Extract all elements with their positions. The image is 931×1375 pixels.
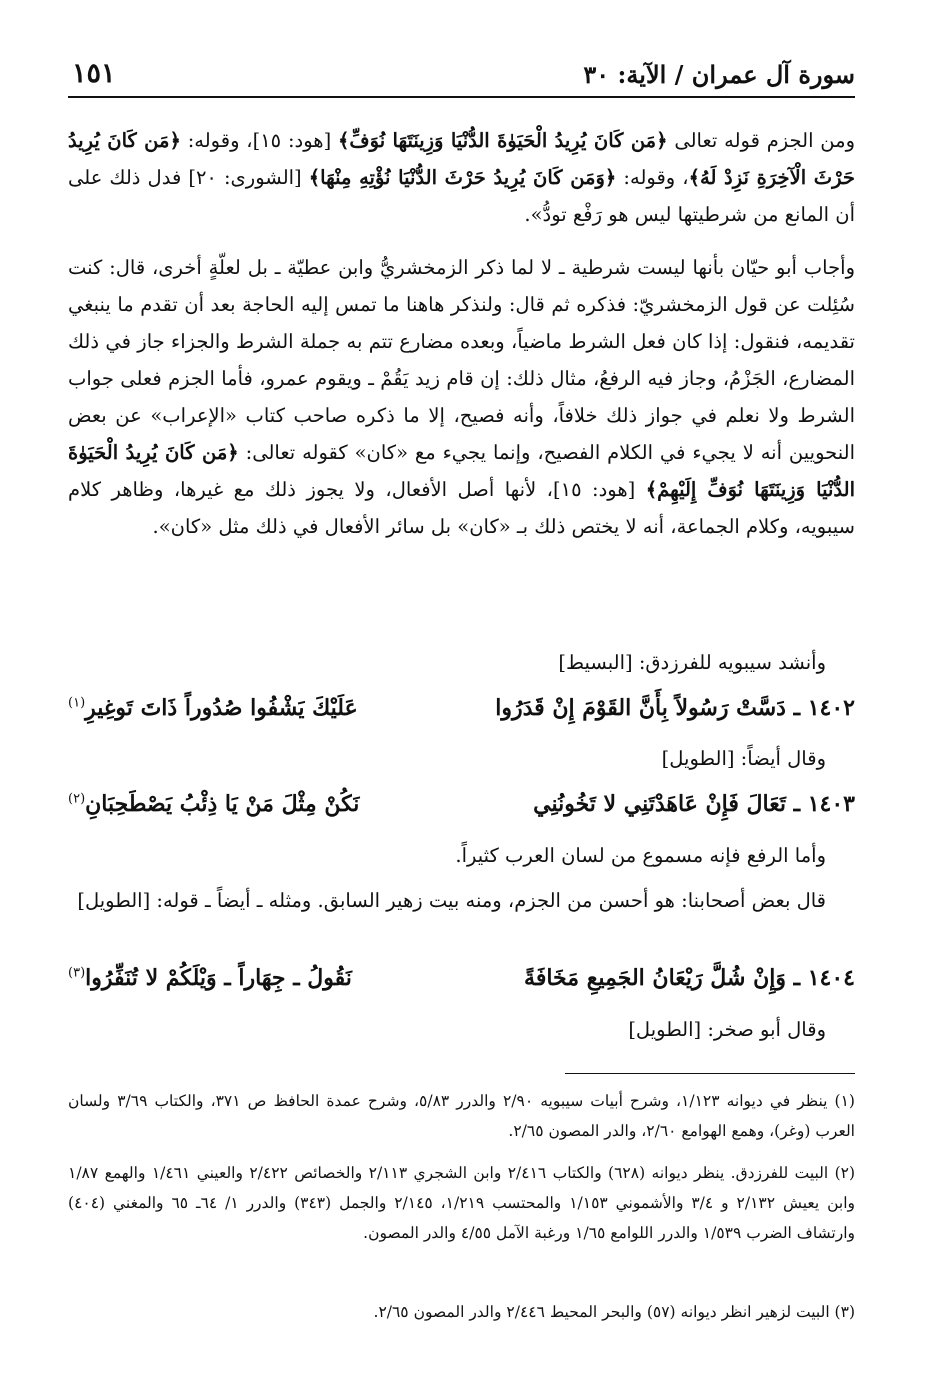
quran-quote-hud-15: ﴿مَن كَانَ يُرِيدُ الْحَيَوٰةَ الدُّنْيَا وَزِينَتَهَا نُوَفِّ﴾ [337,129,668,152]
para1-text-4: [الشورى: ٢٠] فدل ذلك على أن المانع من شرطيتها ليس هو رَفْع تودُّ». [68,166,855,226]
para1-text-2: [هود: ١٥]، وقوله: [180,129,338,152]
verse-1404-hemistich-2: نَقُولُ ـ جِهَاراً ـ وَيْلَكُمْ لا تُنَفِّرُوا$^{(٣)}$ [68,965,352,991]
paragraph-ashabuna: قال بعض أصحابنا: هو أحسن من الجزم، ومنه بيت زهير السابق. ومثله ـ أيضاً ـ قوله: [الطويل] [77,889,826,912]
footnote-ref-2: (٢) [68,791,86,807]
verse-1402-hemistich-2: عَلَيْكَ يَشْفُوا صُدُوراً ذَاتَ تَوغِيرِ$^{(١)}$ [68,695,358,721]
verse-1404 [68,965,855,1005]
running-header [68,48,855,98]
quran-quote-akhirah: ﴿مَن كَانَ يُرِيدُ حَرْثَ الْآخِرَةِ نَزِدْ لَهُ﴾ [68,129,855,189]
footnote-3: (٣) البيت لزهير انظر ديوانه (٥٧) والبحر المحيط ٢/٤٤٦ والدر المصون ٢/٦٥. [373,1303,855,1321]
verse-1403-hemistich-2: نَكُنْ مِثْلَ مَنْ يَا ذِئْبُ يَصْطَحِبَانِ$^{(٢)}$ [68,791,360,817]
surah-title: سورة آل عمران / الآية: ٣٠ [583,60,855,89]
verse-1403-hemistich-1: ١٤٠٣ ـ تَعَالَ فَإِنْ عَاهَدْتَنِي لا تَخُونُنِي [533,791,855,817]
page-number: ١٥١ [72,58,116,89]
verse-1402 [68,695,855,735]
poem-caption-farazdaq: وأنشد سيبويه للفرزدق: [البسيط] [558,651,826,674]
poem-caption-tawil-1: وقال أيضاً: [الطويل] [661,747,826,770]
paragraph-abu-hayyan [68,249,855,545]
paragraph-jazm-examples [68,122,855,233]
footnote-1: (١) ينظر في ديوانه ١/١٢٣، وشرح أبيات سيبويه ٢/٩٠ والدرر ٥/٨٣، وشرح عمدة الحافظ ص ٣٧١، والكتاب ٣/٦٩ ولسان العرب (وغر)، وهمع الهوامع ٢/٦٠، والدر المصون ٢/٦٥. [68,1092,855,1140]
para2-text-2: [هود: ١٥]، لأنها أصل الأفعال، ولا يجوز ذلك مع غيرها، وظاهر كلام سيبويه، وكلام الجماعة، أنه لا يختص ذلك بـ «كان» بل سائر الأفعال في ذلك مثل «كان». [68,478,855,538]
para1-text-3: ، وقوله: [616,166,689,189]
quran-quote-dunya: ﴿وَمَن كَانَ يُرِيدُ حَرْثَ الدُّنْيَا نُؤْتِهِ مِنْهَا﴾ [308,166,617,189]
para2-text-1: وأجاب أبو حيّان بأنها ليست شرطية ـ لا لما ذكر الزمخشريُّ وابن عطيّة ـ بل لعلّةٍ أخرى، قال: كنت سُئِلت عن قول الزمخشريّ: فذكره ثم قال: ولنذكر هاهنا ما تمس إليه الحاجة بعد أن تقدم ما ينبغي تقديمه، فنقول: إذا كان فعل الشرط ماضياً، وبعده مضارع تتم به جملة الشرط والجزاء جاز في ذلك المضارع، الجَزْمُ، وجاز فيه الرفعُ، مثال ذلك: إن قام زيد يَقُمْ ـ ويقوم عمرو، فأما الجزم فعلى جواب الشرط ولا نعلم في جواز ذلك خلافاً، وأنه فصيح، إلا ما ذكره صاحب كتاب «الإعراب» عن بعض النحويين أنه لا يجيء في الكلام الفصيح، وإنما يجيء مع «كان» كقوله تعالى: [68,256,855,464]
footnote-divider [565,1073,855,1074]
quran-quote-hud-15-full: ﴿مَن كَانَ يُرِيدُ الْحَيَوٰةَ الدُّنْيَا وَزِينَتَهَا نُوَفِّ إِلَيْهِمْ﴾ [68,441,855,501]
verse-1404-hemistich-1: ١٤٠٤ ـ وَإِنْ شُلَّ رَيْعَانُ الجَمِيعِ مَخَافَةً [524,965,855,991]
paragraph-raf: وأما الرفع فإنه مسموع من لسان العرب كثيراً. [455,844,826,867]
footnote-2: (٢) البيت للفرزدق. ينظر ديوانه (٦٢٨) والكتاب ٢/٤١٦ وابن الشجري ٢/١١٣ والخصائص ٢/٤٢٢ والعيني ١/٤٦١ والهمع ١/٨٧ وابن يعيش ٢/١٣٢ و ٣/٤ والأشموني ١/١٥٣ والمحتسب ١/٢١٩، ٢/١٤٥ والجمل (٣٤٣) والدرر ١/ ٦٤ـ ٦٥ والمغني (٤٠٤) وارتشاف الضرب ١/٥٣٩ والدرر اللوامع ١/٦٥ ورغبة الآمل ٤/٥٥ والدر المصون. [68,1164,856,1242]
verse-1403 [68,791,855,831]
footnote-ref-3: (٣) [68,965,86,981]
poem-caption-abu-sakhr: وقال أبو صخر: [الطويل] [628,1018,826,1041]
verse-1402-hemistich-1: ١٤٠٢ ـ دَسَّتْ رَسُولاً بِأَنَّ القَوْمَ إِنْ قَدَرُوا [495,695,855,721]
para1-text-1: ومن الجزم قوله تعالى [667,129,855,152]
footnote-ref-1: (١) [68,695,86,711]
